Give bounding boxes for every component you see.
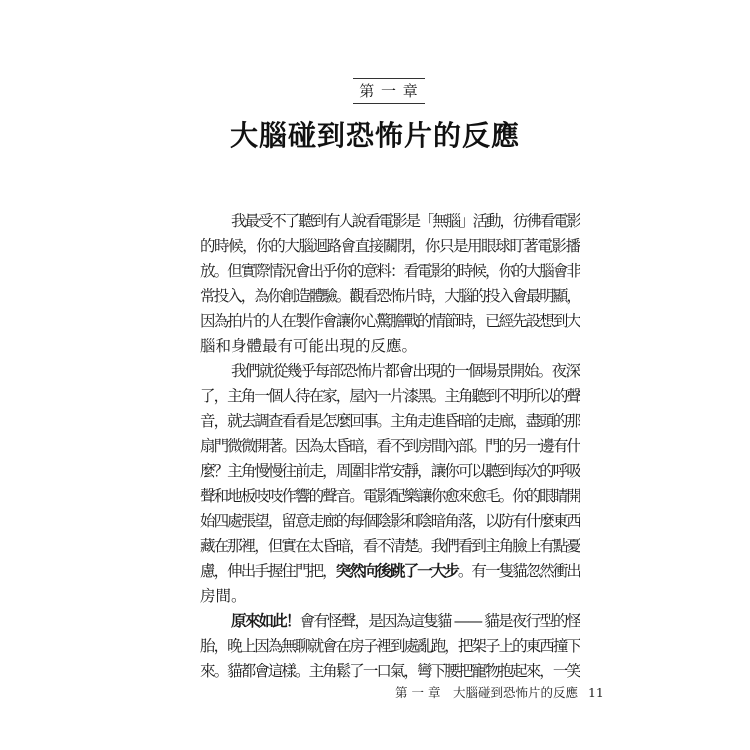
text-line xyxy=(200,209,580,234)
text-line xyxy=(200,509,580,534)
text-run: 因為拍片的人在製作會讓你心驚膽戰的情節時，已經先設想到大 xyxy=(200,312,580,330)
text-line xyxy=(200,409,580,434)
text-line xyxy=(200,234,580,259)
paragraph-1 xyxy=(200,209,580,359)
text-line xyxy=(200,259,580,284)
text-run: 。有一隻貓忽然衝出 xyxy=(457,562,580,580)
body-text xyxy=(200,209,580,684)
text-line xyxy=(200,434,580,459)
text-run: 胎，晚上因為無聊就會在房子裡到處亂跑，把架子上的東西撞下 xyxy=(200,637,580,655)
text-run: 的時候，你的大腦迴路會直接關閉，你只是用眼球盯著電影播 xyxy=(200,237,580,255)
text-line xyxy=(200,559,580,584)
text-run: 我最受不了聽到有人說看電影是「無腦」活動，彷彿看電影 xyxy=(231,212,580,230)
text-run: 放。但實際情況會出乎你的意料：看電影的時候，你的大腦會非 xyxy=(200,262,580,280)
page-footer xyxy=(395,684,604,702)
text-run: 扇門微微開著。因為太昏暗，看不到房間內部。門的另一邊有什 xyxy=(200,437,580,455)
paragraph-2 xyxy=(200,359,580,609)
text-line xyxy=(200,634,580,659)
text-run: 我們就從幾乎每部恐怖片都會出現的一個場景開始。夜深 xyxy=(231,362,580,380)
text-line xyxy=(200,459,580,484)
text-line xyxy=(200,534,580,559)
page-number: 11 xyxy=(587,685,604,700)
text-run: 藏在那裡，但實在太昏暗，看不清楚。我們看到主角臉上有點憂 xyxy=(200,537,580,555)
text-run: 常投入，為你創造體驗。觀看恐怖片時，大腦的投入會最明顯， xyxy=(200,287,580,305)
text-line xyxy=(200,584,580,609)
text-line xyxy=(200,359,580,384)
text-line xyxy=(200,609,580,634)
text-run: 來。貓都會這樣。主角鬆了一口氣，彎下腰把寵物抱起來，一笑 xyxy=(200,662,580,680)
text-run: 慮，伸出手握住門把， xyxy=(200,562,336,580)
text-line xyxy=(200,484,580,509)
text-line xyxy=(200,659,580,684)
chapter-title: 大腦碰到恐怖片的反應 xyxy=(229,119,520,152)
text-run: 始四處張望，留意走廊的每個陰影和陰暗角落，以防有什麼東西 xyxy=(200,512,580,530)
text-line xyxy=(200,384,580,409)
emphasis-text: 原來如此！ xyxy=(231,612,300,630)
text-run: 聲和地板吱吱作響的聲音。電影配樂讓你愈來愈毛。你的眼睛開 xyxy=(200,487,580,505)
text-run: 腦和身體最有可能出現的反應。 xyxy=(200,337,418,355)
text-run: 麼？主角慢慢往前走，周圍非常安靜，讓你可以聽到每次的呼吸 xyxy=(200,462,580,480)
running-head: 第 一 章 大腦碰到恐怖片的反應 xyxy=(395,685,578,700)
text-line xyxy=(200,334,580,359)
chapter-label: 第 一 章 xyxy=(353,78,425,104)
paragraph-3 xyxy=(200,609,580,684)
text-run: 了，主角一個人待在家，屋內一片漆黑。主角聽到不明所以的聲 xyxy=(200,387,580,405)
text-run: 音，就去調查看看是怎麼回事。主角走進昏暗的走廊，盡頭的那 xyxy=(200,412,580,430)
text-run: 房間。 xyxy=(200,587,247,605)
emphasis-text: 突然向後跳了一大步 xyxy=(335,562,458,580)
text-line xyxy=(200,309,580,334)
text-run: 會有怪聲，是因為這隻貓 —— 貓是夜行型的怪 xyxy=(299,612,580,630)
text-line xyxy=(200,284,580,309)
